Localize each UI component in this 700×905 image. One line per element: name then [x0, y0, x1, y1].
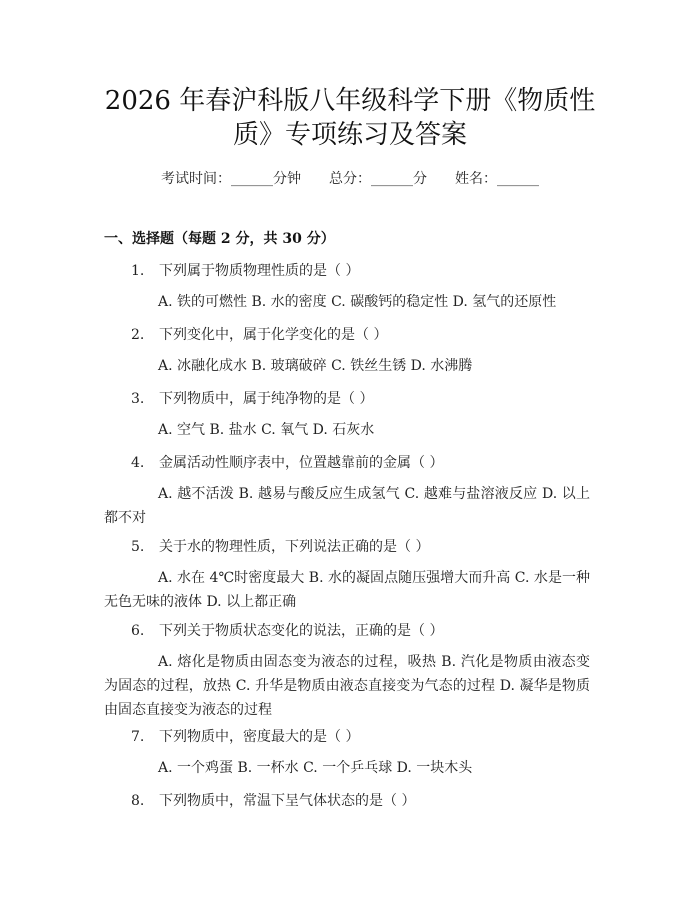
question-4-options: A. 越不活泼 B. 越易与酸反应生成氢气 C. 越难与盐溶液反应 D. 以上都不对 — [104, 486, 590, 526]
question-text: 金属活动性顺序表中，位置越靠前的金属（ ） — [159, 455, 444, 471]
question-text: 下列变化中，属于化学变化的是（ ） — [159, 327, 388, 343]
question-text: 下列属于物质物理性质的是（ ） — [159, 263, 360, 279]
student-name-field: 姓名：______ — [455, 171, 539, 187]
question-5-options: A. 水在 4℃时密度最大 B. 水的凝固点随压强增大而升高 C. 水是一种无色无味的液体 D. 以上都正确 — [104, 570, 590, 610]
question-number: 1. — [131, 263, 145, 279]
page-title-line-2: 质》专项练习及答案 — [232, 120, 467, 150]
question-7-options: A. 一个鸡蛋 B. 一杯水 C. 一个乒乓球 D. 一块木头 — [158, 760, 473, 776]
section-heading-multiple-choice: 一、选择题（每题 2 分，共 30 分） — [104, 231, 335, 247]
question-number: 8. — [131, 793, 145, 809]
question-3-options: A. 空气 B. 盐水 C. 氧气 D. 石灰水 — [158, 422, 375, 438]
question-text: 下列物质中，密度最大的是（ ） — [159, 729, 360, 745]
question-text: 关于水的物理性质，下列说法正确的是（ ） — [159, 539, 430, 555]
question-number: 2. — [131, 327, 145, 343]
question-number: 3. — [131, 391, 145, 407]
exam-meta — [0, 170, 700, 188]
question-text: 下列关于物质状态变化的说法，正确的是（ ） — [159, 623, 444, 639]
question-text: 下列物质中，常温下呈气体状态的是（ ） — [159, 793, 416, 809]
question-number: 6. — [131, 623, 145, 639]
page-title-line-1: 2026 年春沪科版八年级科学下册《物质性 — [104, 86, 596, 116]
question-number: 5. — [131, 539, 145, 555]
total-score-field: 总分：______分 — [329, 171, 427, 187]
question-2-options: A. 冰融化成水 B. 玻璃破碎 C. 铁丝生锈 D. 水沸腾 — [158, 358, 473, 374]
exam-time-field: 考试时间：______分钟 — [161, 171, 301, 187]
question-number: 4. — [131, 455, 145, 471]
question-text: 下列物质中，属于纯净物的是（ ） — [159, 391, 374, 407]
question-number: 7. — [131, 729, 145, 745]
question-1-options: A. 铁的可燃性 B. 水的密度 C. 碳酸钙的稳定性 D. 氢气的还原性 — [158, 294, 557, 310]
question-6-options: A. 熔化是物质由固态变为液态的过程，吸热 B. 汽化是物质由液态变为固态的过程，放热 C. 升华是物质由液态直接变为气态的过程 D. 凝华是物质由固态直接变为液态的过程 — [104, 654, 590, 718]
